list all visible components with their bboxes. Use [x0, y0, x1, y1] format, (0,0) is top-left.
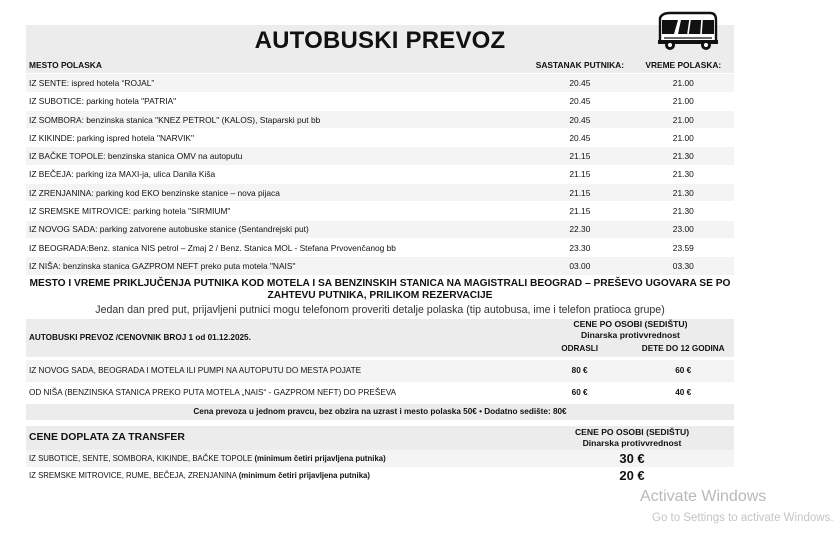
transfer-price: 30 €: [530, 450, 734, 467]
schedule-row: [26, 202, 734, 220]
schedule-meet: 23.30: [527, 239, 632, 257]
schedule-meet: 20.45: [527, 93, 632, 111]
schedule-row: [26, 239, 734, 257]
transfer-header-line2: Dinarska protivvrednost: [582, 437, 682, 448]
schedule-header: [26, 56, 734, 74]
price-row: [26, 382, 734, 404]
schedule-row: [26, 221, 734, 239]
header-meet: SASTANAK PUTNIKA:: [527, 56, 632, 74]
schedule-depart: 03.30: [633, 257, 734, 275]
transfer-note: (minimum četiri prijavljena putnika): [254, 453, 386, 463]
bus-icon: [654, 10, 720, 52]
activation-watermark-hint: Go to Settings to activate Windows.: [652, 512, 834, 524]
schedule-meet: 21.15: [527, 147, 632, 165]
schedule-depart: 21.30: [633, 166, 734, 184]
col-adults: ODRASLI: [527, 341, 633, 357]
schedule-depart: 21.00: [633, 74, 734, 92]
price-route: IZ NOVOG SADA, BEOGRADA I MOTELA ILI PUMPI NA AUTOPUTU DO MESTA POJATE: [26, 360, 527, 382]
price-child: 60 €: [632, 360, 734, 382]
title-row: [26, 24, 734, 56]
price-row: [26, 360, 734, 382]
schedule-place: IZ BEČEJA: parking iza MAXI-ja, ulica Danila Kiša: [26, 166, 527, 184]
transfer-row: [26, 450, 734, 467]
schedule-depart: 21.30: [633, 184, 734, 202]
schedule-place: IZ NIŠA: benzinska stanica GAZPROM NEFT preko puta motela "NAIS": [26, 257, 527, 275]
transfer-route-cell: [26, 450, 530, 467]
price-adult: 80 €: [527, 360, 633, 382]
schedule-table: [26, 56, 734, 276]
pricelist-header-line2: Dinarska protivvrednost: [581, 329, 680, 340]
page-title: AUTOBUSKI PREVOZ: [254, 27, 506, 54]
schedule-meet: 20.45: [527, 129, 632, 147]
transfer-header: [530, 426, 734, 450]
schedule-meet: 21.15: [527, 202, 632, 220]
schedule-depart: 21.00: [633, 93, 734, 111]
schedule-place: IZ SENTE: ispred hotela “ROJAL”: [26, 74, 527, 92]
transfer-table: [26, 426, 734, 484]
transfer-header-line1: CENE PO OSOBI (SEDIŠTU): [574, 427, 690, 438]
schedule-place: IZ SREMSKE MITROVICE: parking hotela "SIRMIUM": [26, 202, 527, 220]
schedule-row: [26, 74, 734, 92]
schedule-row: [26, 111, 734, 129]
pricelist-header-line1: CENE PO OSOBI (SEDIŠTU): [573, 319, 688, 330]
transfer-title: CENE DOPLATA ZA TRANSFER: [26, 426, 530, 450]
pricelist-title: AUTOBUSKI PREVOZ /CENOVNIK BROJ 1 od 01.12.2025.: [26, 319, 527, 357]
schedule-place: IZ SUBOTICE: parking hotela "PATRIA": [26, 93, 527, 111]
pricelist-footer: Cena prevoza u jednom pravcu, bez obzira na uzrast i mesto polaska 50€ • Dodatno sedište: 80€: [26, 404, 734, 420]
schedule-place: IZ KIKINDE: parking ispred hotela "NARVIK": [26, 129, 527, 147]
schedule-row: [26, 166, 734, 184]
title-bar: [26, 25, 734, 56]
price-route: OD NIŠA (BENZINSKA STANICA PREKO PUTA MOTELA „NAIS“ - GAZPROM NEFT) DO PREŠEVA: [29, 388, 397, 398]
schedule-meet: 22.30: [527, 221, 632, 239]
price-adult: 60 €: [571, 388, 588, 398]
activation-watermark: Activate Windows: [640, 488, 767, 505]
transfer-row: [26, 467, 734, 484]
schedule-depart: 21.30: [633, 202, 734, 220]
schedule-place: IZ SOMBORA: benzinska stanica "KNEZ PETROL" (KALOS), Staparski put bb: [26, 111, 527, 129]
pricelist-header: [527, 319, 734, 341]
header-depart: VREME POLASKA:: [633, 56, 734, 74]
schedule-meet: 03.00: [527, 257, 632, 275]
notice-plain: Jedan dan pred put, prijavljeni putnici mogu telefonom proveriti detalje polaska (tip autobusa, ime i telefon pratioca grupe): [95, 303, 665, 316]
schedule-row: [26, 147, 734, 165]
schedule-depart: 21.30: [633, 147, 734, 165]
schedule-place: IZ ZRENJANINA: parking kod EKO benzinske stanice – nova pijaca: [26, 184, 527, 202]
transfer-price: 20 €: [619, 467, 645, 483]
price-child: 40 €: [675, 388, 692, 398]
schedule-meet: 20.45: [527, 111, 632, 129]
notice-bold: MESTO I VREME PRIKLJUČENJA PUTNIKA KOD MOTELA I SA BENZINSKIH STANICA NA MAGISTRALI BEOGRAD – PREŠEVO UGOVARA SE PO ZAHTEVU PUTNIKA, PRILIKOM REZERVACIJE: [29, 277, 731, 302]
pricelist-table: [26, 319, 734, 420]
schedule-row: [26, 129, 734, 147]
schedule-meet: 21.15: [527, 166, 632, 184]
schedule-place: IZ BEOGRADA:Benz. stanica NIS petrol – Zmaj 2 / Benz. Stanica MOL - Stefana Prvovenčanog bb: [26, 239, 527, 257]
schedule-depart: 23.00: [633, 221, 734, 239]
schedule-row: [26, 257, 734, 275]
schedule-place: IZ BAČKE TOPOLE: benzinska stanica OMV na autoputu: [26, 147, 527, 165]
schedule-depart: 21.00: [633, 129, 734, 147]
schedule-meet: 20.45: [527, 74, 632, 92]
schedule-depart: 23.59: [633, 239, 734, 257]
schedule-row: [26, 93, 734, 111]
transfer-route-cell: [26, 467, 530, 484]
transfer-note: (minimum četiri prijavljena putnika): [238, 470, 370, 480]
header-place: MESTO POLASKA: [26, 56, 527, 74]
schedule-place: IZ NOVOG SADA: parking zatvorene autobuske stanice (Sentandrejski put): [26, 221, 527, 239]
col-children: DETE DO 12 GODINA: [632, 341, 734, 357]
transfer-route: IZ SREMSKE MITROVICE, RUME, BEČEJA, ZRENJANINA: [29, 470, 237, 480]
schedule-meet: 21.15: [527, 184, 632, 202]
schedule-row: [26, 184, 734, 202]
schedule-depart: 21.00: [633, 111, 734, 129]
transfer-route: IZ SUBOTICE, SENTE, SOMBORA, KIKINDE, BAČKE TOPOLE: [29, 453, 253, 463]
